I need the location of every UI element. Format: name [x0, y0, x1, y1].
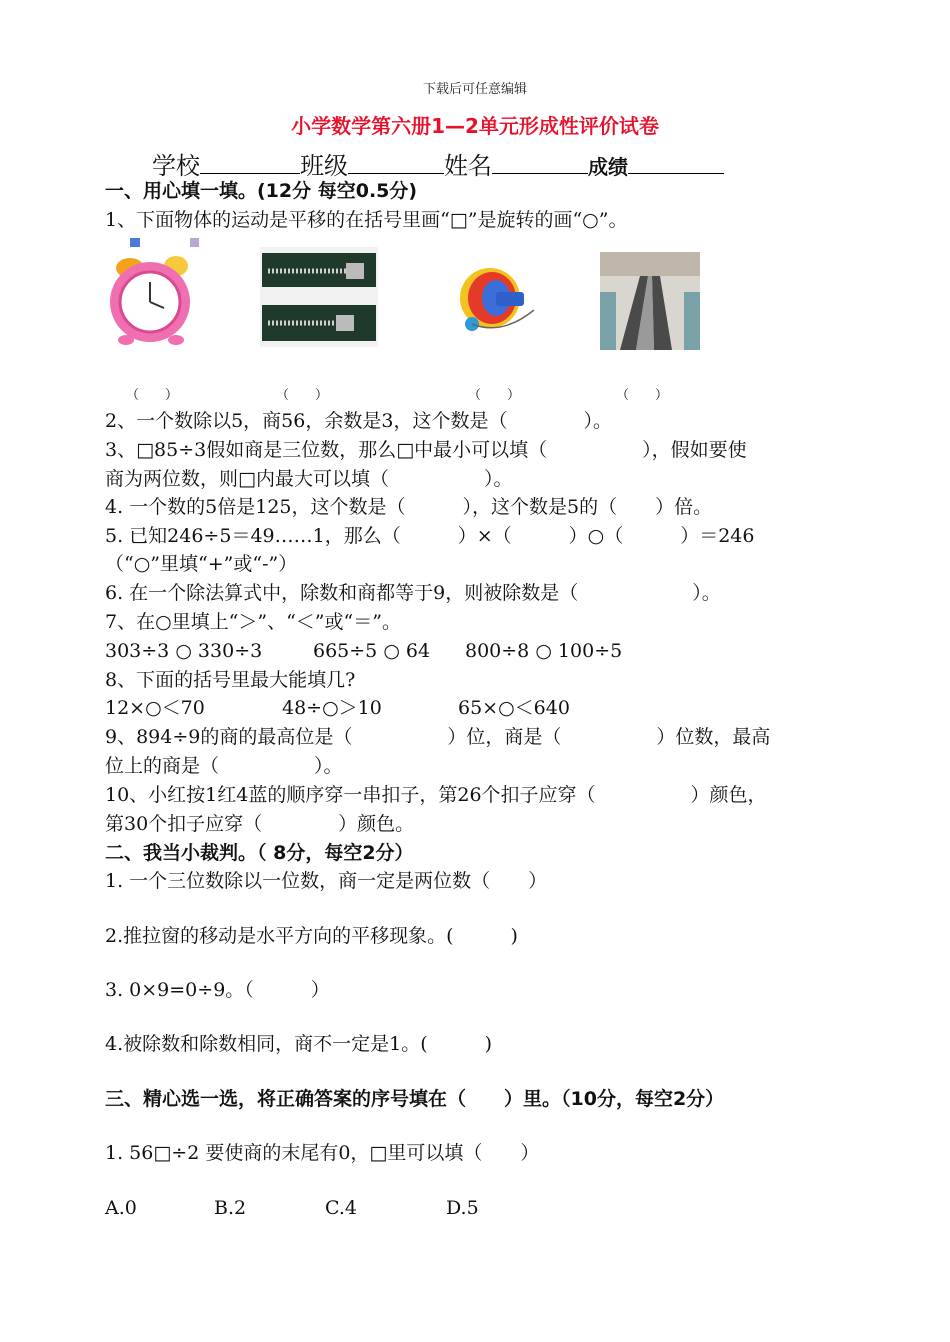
question-1-7: 7、在○里填上“＞”、“＜”或“＝”。 — [105, 611, 401, 633]
question-1-8: 8、下面的括号里最大能填几? — [105, 669, 356, 691]
escalator-picture — [600, 252, 700, 350]
section2-heading: 二、我当小裁判。（ 8分，每空2分） — [105, 842, 414, 864]
question-1-6: 6. 在一个除法算式中，除数和商都等于9，则被除数是（ ）。 — [105, 582, 721, 604]
student-info-row — [152, 146, 724, 181]
answer-paren-4[interactable]: （ ） — [616, 388, 669, 403]
class-blank[interactable] — [348, 151, 444, 174]
question-1-5b: （“○”里填“+”或“-”） — [105, 553, 298, 575]
cup-icon — [130, 238, 140, 247]
class-label: 班级 — [300, 152, 348, 180]
option-a[interactable]: A.0 — [105, 1197, 137, 1219]
judge-item-1: 1. 一个三位数除以一位数，商一定是两位数（ ） — [105, 870, 548, 892]
judge-item-3: 3. 0×9=0÷9。（ ） — [105, 979, 330, 1001]
question-1-10b: 第30个扣子应穿（ ）颜色。 — [105, 813, 415, 835]
question-1-10a: 10、小红按1红4蓝的顺序穿一串扣子，第26个扣子应穿（ ）颜色， — [105, 784, 767, 806]
compare-item-1: 303÷3 ○ 330÷3 — [105, 640, 263, 662]
grade-blank[interactable] — [628, 151, 724, 174]
max-fill-item-1: 12×○＜70 — [105, 697, 205, 719]
max-fill-item-3: 65×○＜640 — [458, 697, 570, 719]
zipper-slider-icon — [346, 263, 364, 279]
yoyo-picture — [452, 264, 538, 334]
question-1-9a: 9、894÷9的商的最高位是（ ）位，商是（ ）位数，最高 — [105, 726, 771, 748]
question-1-5a: 5. 已知246÷5＝49……1，那么（ ）×（ ）○（ ）＝246 — [105, 525, 755, 547]
name-label: 姓名 — [444, 152, 492, 180]
judge-item-2: 2.推拉窗的移动是水平方向的平移现象。( ) — [105, 925, 518, 947]
section1-heading: 一、用心填一填。(12分 每空0.5分) — [105, 180, 418, 202]
compare-item-2: 665÷5 ○ 64 — [313, 640, 431, 662]
school-blank[interactable] — [200, 151, 300, 174]
question-1-9b: 位上的商是（ ）。 — [105, 755, 343, 777]
block-icon — [190, 238, 199, 247]
grade-label: 成绩 — [588, 155, 628, 179]
school-label: 学校 — [152, 152, 200, 180]
alarm-clock-picture — [104, 236, 202, 348]
compare-item-3: 800÷8 ○ 100÷5 — [465, 640, 623, 662]
answer-paren-2[interactable]: （ ） — [276, 388, 329, 403]
question-1-4: 4. 一个数的5倍是125，这个数是（ ），这个数是5的（ ）倍。 — [105, 496, 713, 518]
section3-heading: 三、精心选一选，将正确答案的序号填在（ ）里。（10分，每空2分） — [105, 1088, 725, 1110]
judge-item-4: 4.被除数和除数相同，商不一定是1。( ) — [105, 1033, 493, 1055]
max-fill-item-2: 48÷○＞10 — [282, 697, 382, 719]
zipper-bottom — [262, 305, 376, 341]
question-1-3a: 3、□85÷3假如商是三位数，那么□中最小可以填（ ），假如要使 — [105, 439, 747, 461]
question-1-1: 1、下面物体的运动是平移的在括号里画“□”是旋转的画“○”。 — [105, 209, 628, 231]
download-note: 下载后可任意编辑 — [422, 82, 527, 97]
choice-question-1: 1. 56□÷2 要使商的末尾有0，□里可以填（ ） — [105, 1142, 540, 1164]
answer-paren-1[interactable]: （ ） — [126, 388, 179, 403]
question-1-2: 2、一个数除以5，商56，余数是3，这个数是（ ）。 — [105, 410, 612, 432]
option-b[interactable]: B.2 — [214, 1197, 247, 1219]
name-blank[interactable] — [492, 151, 588, 174]
answer-paren-3[interactable]: （ ） — [468, 388, 521, 403]
page-title: 小学数学第六册1—2单元形成性评价试卷 — [291, 114, 659, 138]
option-c[interactable]: C.4 — [325, 1197, 357, 1219]
option-d[interactable]: D.5 — [446, 1197, 479, 1219]
question-1-3b: 商为两位数，则□内最大可以填（ ）。 — [105, 468, 513, 490]
zipper-picture — [260, 247, 378, 347]
